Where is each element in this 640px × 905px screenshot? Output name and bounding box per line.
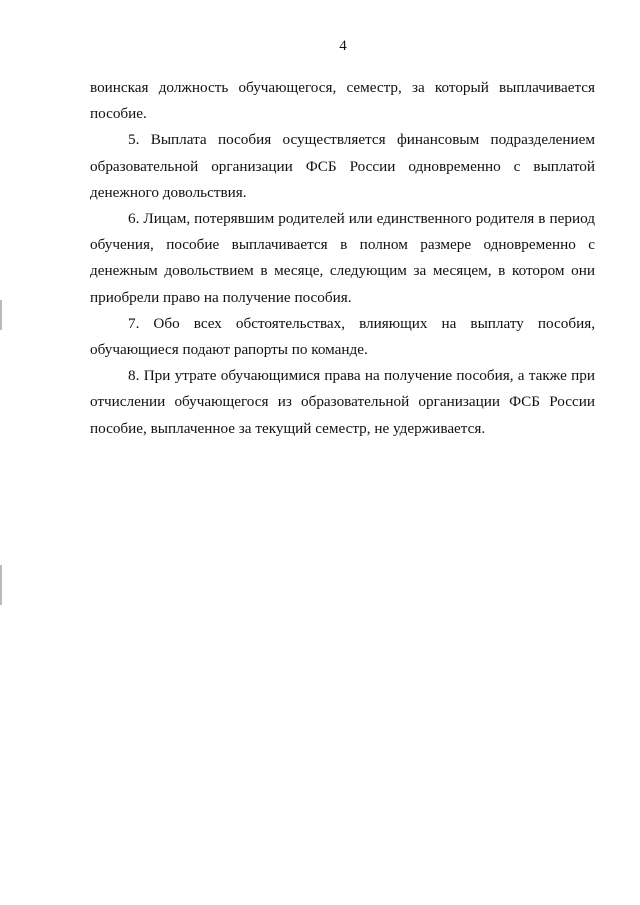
paragraph-7: 7. Обо всех обстоятельствах, влияющих на выплату пособия, обучающиеся подают рапорты по команде.: [90, 314, 595, 359]
scan-margin-mark: [0, 300, 2, 330]
document-body: [90, 75, 595, 442]
paragraph-continuation: воинская должность обучающегося, семестр, за который выплачивается пособие.: [90, 79, 595, 123]
paragraph-5: 5. Выплата пособия осуществляется финансовым подразделением образовательной организации ФСБ России одновременно с выплатой денежного довольствия.: [90, 131, 595, 201]
scan-margin-mark: [0, 565, 2, 605]
page-number: 4: [339, 38, 347, 54]
paragraph-8: 8. При утрате обучающимися права на получение пособия, а также при отчислении обучающегося из образовательной организации ФСБ России пособие, выплаченное за текущий семестр, не удерживается.: [90, 367, 595, 437]
paragraph-6: 6. Лицам, потерявшим родителей или единственного родителя в период обучения, пособие выплачивается в полном размере одновременно с денежным довольствием в месяце, следующим за месяцем, в котором они приобрели право на получение пособия.: [90, 210, 595, 306]
